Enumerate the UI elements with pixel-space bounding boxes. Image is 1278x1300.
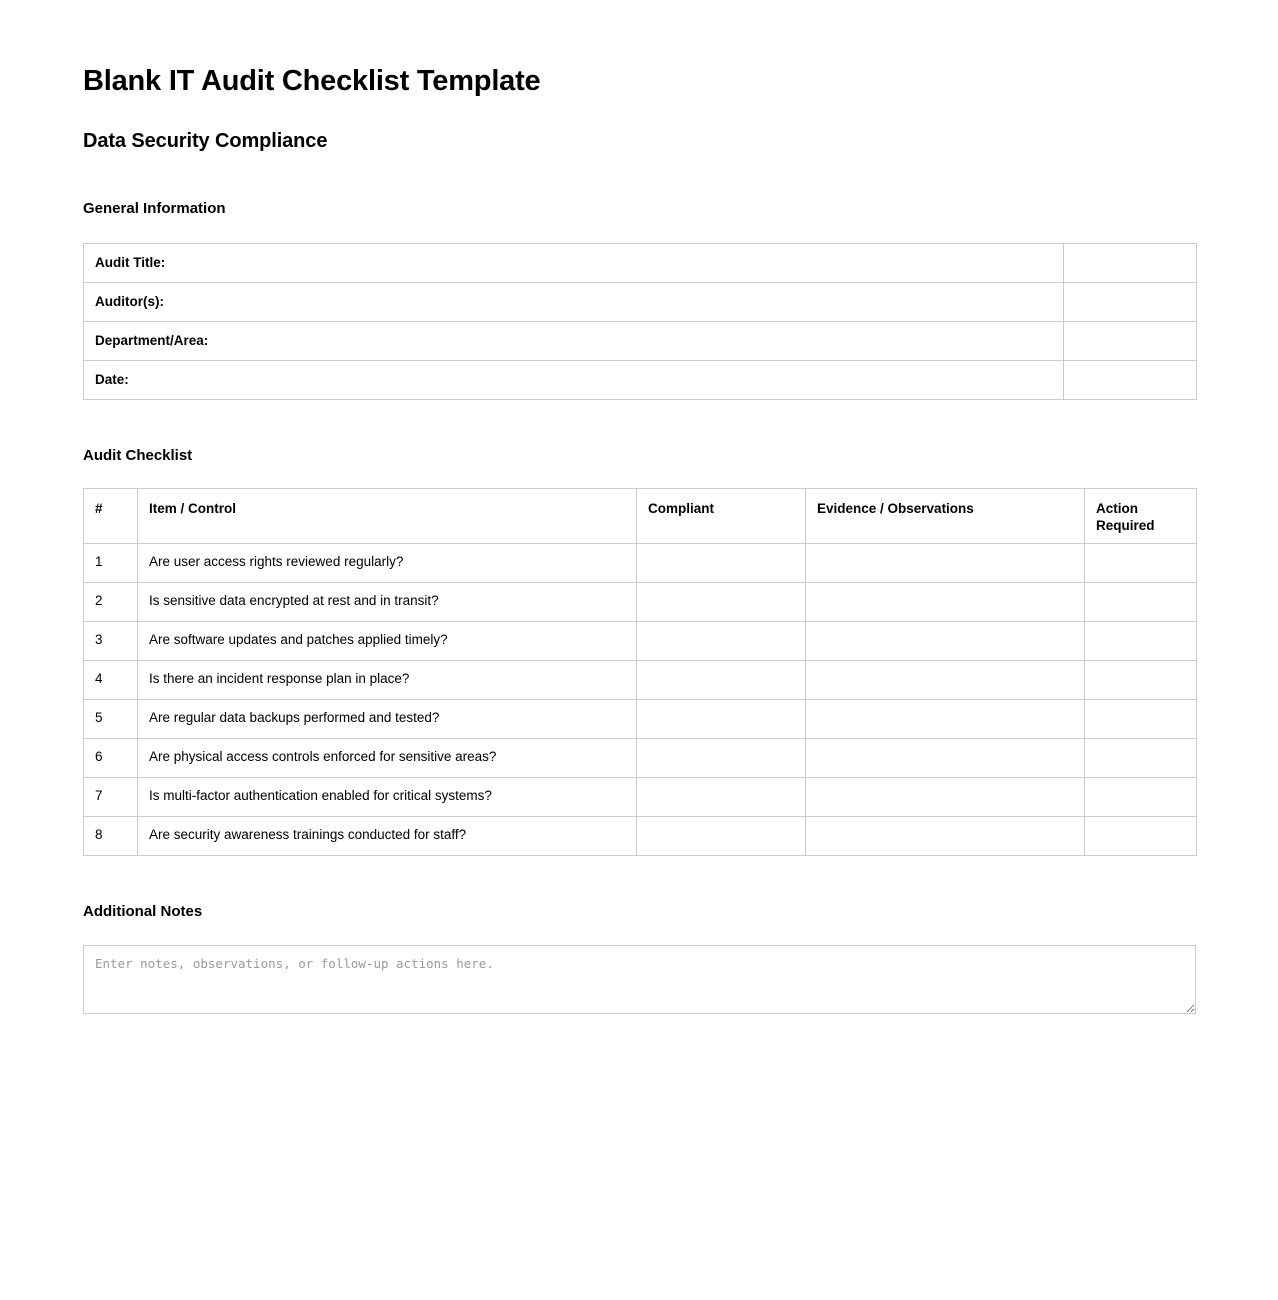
row-evidence-cell[interactable] <box>806 582 1085 621</box>
row-number: 3 <box>84 621 138 660</box>
row-number: 6 <box>84 738 138 777</box>
page-title: Blank IT Audit Checklist Template <box>83 65 541 97</box>
department-area-value[interactable] <box>1064 321 1197 360</box>
row-compliant-cell[interactable] <box>637 777 806 816</box>
row-item-control: Is there an incident response plan in place? <box>138 660 637 699</box>
row-evidence-cell[interactable] <box>806 621 1085 660</box>
date-value[interactable] <box>1064 360 1197 399</box>
row-number: 8 <box>84 816 138 855</box>
audit-checklist-heading: Audit Checklist <box>83 446 193 464</box>
additional-notes-textarea[interactable] <box>83 945 1196 1014</box>
column-header-action-required: Action Required <box>1085 488 1197 543</box>
row-evidence-cell[interactable] <box>806 738 1085 777</box>
table-row <box>84 282 1197 321</box>
row-item-control: Is multi-factor authentication enabled for critical systems? <box>138 777 637 816</box>
row-action-cell[interactable] <box>1085 621 1197 660</box>
audit-checklist-table <box>83 488 1197 856</box>
table-header-row <box>84 488 1197 543</box>
row-number: 5 <box>84 699 138 738</box>
audit-title-value[interactable] <box>1064 243 1197 282</box>
auditors-value[interactable] <box>1064 282 1197 321</box>
date-label: Date: <box>84 360 1064 399</box>
row-item-control: Are regular data backups performed and tested? <box>138 699 637 738</box>
row-compliant-cell[interactable] <box>637 660 806 699</box>
table-row <box>84 621 1197 660</box>
additional-notes-heading: Additional Notes <box>83 902 203 920</box>
row-compliant-cell[interactable] <box>637 738 806 777</box>
audit-checklist-header <box>84 488 1197 543</box>
row-number: 2 <box>84 582 138 621</box>
row-compliant-cell[interactable] <box>637 582 806 621</box>
row-compliant-cell[interactable] <box>637 699 806 738</box>
column-header-compliant: Compliant <box>637 488 806 543</box>
table-row <box>84 543 1197 582</box>
row-action-cell[interactable] <box>1085 816 1197 855</box>
table-row <box>84 582 1197 621</box>
department-area-label: Department/Area: <box>84 321 1064 360</box>
row-evidence-cell[interactable] <box>806 699 1085 738</box>
table-row <box>84 738 1197 777</box>
table-row <box>84 360 1197 399</box>
page-subtitle: Data Security Compliance <box>83 129 328 152</box>
table-row <box>84 777 1197 816</box>
additional-notes-wrapper <box>83 945 1196 1014</box>
table-row <box>84 321 1197 360</box>
auditors-label: Auditor(s): <box>84 282 1064 321</box>
row-item-control: Are software updates and patches applied timely? <box>138 621 637 660</box>
row-evidence-cell[interactable] <box>806 543 1085 582</box>
row-number: 1 <box>84 543 138 582</box>
general-information-table <box>83 243 1197 400</box>
row-compliant-cell[interactable] <box>637 543 806 582</box>
column-header-number: # <box>84 488 138 543</box>
column-header-evidence-observations: Evidence / Observations <box>806 488 1085 543</box>
row-action-cell[interactable] <box>1085 582 1197 621</box>
row-number: 7 <box>84 777 138 816</box>
row-compliant-cell[interactable] <box>637 816 806 855</box>
table-row <box>84 699 1197 738</box>
row-item-control: Is sensitive data encrypted at rest and in transit? <box>138 582 637 621</box>
row-number: 4 <box>84 660 138 699</box>
row-evidence-cell[interactable] <box>806 816 1085 855</box>
row-item-control: Are security awareness trainings conducted for staff? <box>138 816 637 855</box>
row-action-cell[interactable] <box>1085 777 1197 816</box>
general-information-body <box>84 243 1197 399</box>
row-item-control: Are physical access controls enforced for sensitive areas? <box>138 738 637 777</box>
row-action-cell[interactable] <box>1085 543 1197 582</box>
row-compliant-cell[interactable] <box>637 621 806 660</box>
audit-checklist-body <box>84 543 1197 855</box>
general-information-heading: General Information <box>83 199 226 217</box>
column-header-item-control: Item / Control <box>138 488 637 543</box>
row-evidence-cell[interactable] <box>806 777 1085 816</box>
audit-title-label: Audit Title: <box>84 243 1064 282</box>
row-item-control: Are user access rights reviewed regularly? <box>138 543 637 582</box>
row-evidence-cell[interactable] <box>806 660 1085 699</box>
row-action-cell[interactable] <box>1085 738 1197 777</box>
table-row <box>84 816 1197 855</box>
row-action-cell[interactable] <box>1085 699 1197 738</box>
table-row <box>84 660 1197 699</box>
table-row <box>84 243 1197 282</box>
row-action-cell[interactable] <box>1085 660 1197 699</box>
